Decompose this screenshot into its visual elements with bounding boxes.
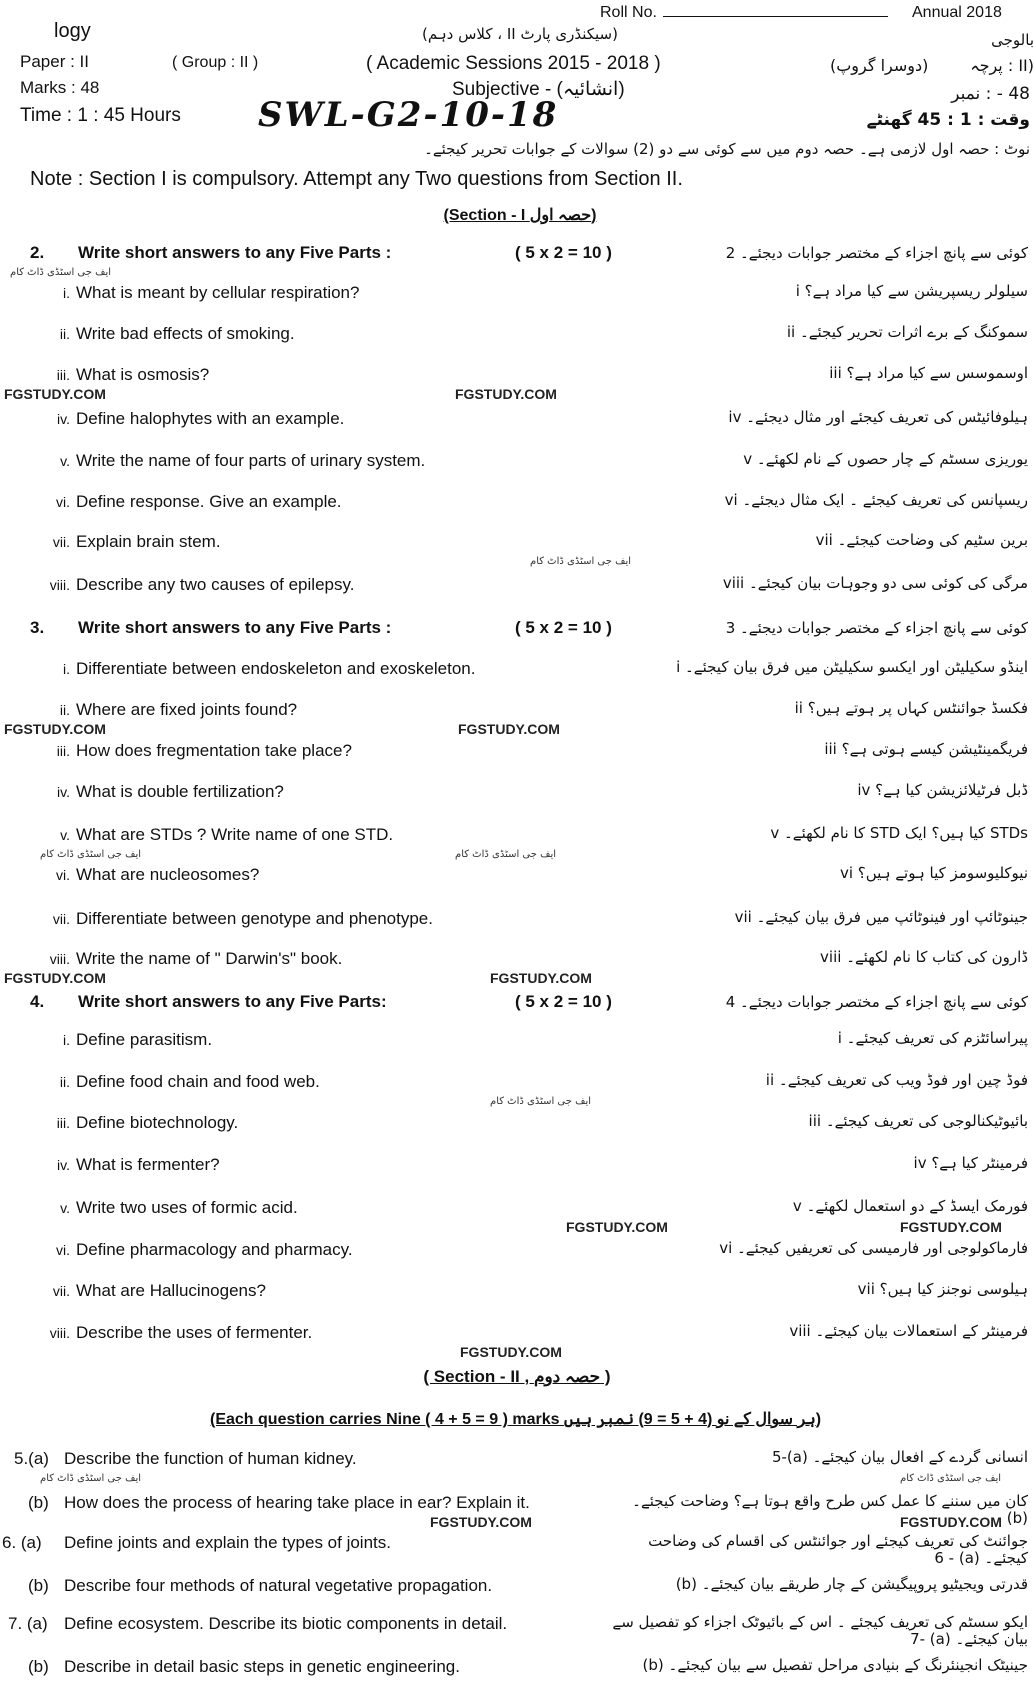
part-number: vi.: [56, 867, 70, 883]
watermark-text-ur: ایف جی اسٹڈی ڈاٹ کام: [40, 1473, 142, 1484]
part-question-ur: اینڈو سکیلیٹن اور ایکسو سکیلیٹن میں فرق بیان کیجئے۔ i: [676, 658, 1028, 676]
part-question: Write bad effects of smoking.: [76, 324, 295, 343]
question-number: 5.(a): [14, 1449, 49, 1468]
part-question-ur: فارماکولوجی اور فارمیسی کی تعریفیں کیجئے۔ vi: [719, 1239, 1028, 1257]
question-number: (b): [28, 1576, 49, 1595]
watermark-text: FGSTUDY.COM: [490, 970, 592, 986]
part-question-ur: سموکنگ کے برے اثرات تحریر کیجئے۔ ii: [786, 323, 1028, 341]
part-question: What is double fertilization?: [76, 782, 284, 801]
class-ur: (سیکنڈری پارٹ II ، کلاس دہم): [422, 25, 618, 43]
part-number: viii.: [49, 577, 70, 593]
watermark-text-ur: ایف جی اسٹڈی ڈاٹ کام: [455, 849, 557, 860]
group-ur: (دوسرا گروپ): [830, 56, 929, 75]
handwritten-code: SWL-G2-10-18: [258, 95, 559, 135]
part-question: Define biotechnology.: [76, 1113, 239, 1132]
part-question: What is osmosis?: [76, 365, 210, 384]
question-marks: ( 5 x 2 = 10 ): [515, 618, 612, 637]
part-number: i.: [63, 661, 70, 677]
part-question: Write the name of " Darwin's" book.: [76, 949, 343, 968]
part-question-ur: ڈارون کی کتاب کا نام لکھئے۔ viii: [820, 948, 1028, 966]
part-number: ii.: [59, 702, 70, 718]
part-question: What are STDs ? Write name of one STD.: [76, 825, 394, 844]
question-number: 7. (a): [8, 1614, 48, 1633]
part-question-ur: فرمینٹر کیا ہے؟ iv: [913, 1154, 1028, 1172]
question-text-ur: کان میں سننے کا عمل کس طرح واقع ہوتا ہے؟ وضاحت کیجئے۔ (b): [632, 1492, 1028, 1527]
subjective-label: Subjective - (انشائیہ): [452, 79, 625, 100]
part-question: Describe the uses of fermenter.: [76, 1323, 313, 1342]
part-question: Define parasitism.: [76, 1030, 213, 1049]
part-question-ur: فوڈ چین اور فوڈ ویب کی تعریف کیجئے۔ ii: [765, 1071, 1028, 1089]
watermark-text: FGSTUDY.COM: [566, 1219, 668, 1235]
part-question: Differentiate between genotype and phenotype.: [76, 909, 433, 928]
watermark-text: FGSTUDY.COM: [460, 1344, 562, 1360]
part-question-ur: مرگی کی کوئی سی دو وجوہات بیان کیجئے۔ viii: [722, 574, 1028, 592]
part-question: What is meant by cellular respiration?: [76, 283, 360, 302]
question-heading: Write short answers to any Five Parts :: [78, 618, 392, 637]
part-number: iv.: [57, 1157, 70, 1173]
part-question: What are nucleosomes?: [76, 865, 260, 884]
watermark-text-ur: ایف جی اسٹڈی ڈاٹ کام: [40, 849, 142, 860]
part-question-ur: جینوٹائپ اور فینوٹائپ میں فرق بیان کیجئے۔ vii: [734, 908, 1028, 926]
part-number: vi.: [56, 494, 70, 510]
watermark-text-ur: ایف جی اسٹڈی ڈاٹ کام: [10, 267, 112, 278]
part-question: Write the name of four parts of urinary system.: [76, 451, 426, 470]
part-question-ur: سیلولر ریسپریشن سے کیا مراد ہے؟ i: [795, 282, 1028, 300]
question-heading-ur: کوئی سے پانچ اجزاء کے مختصر جوابات دیجئے۔ 2: [725, 244, 1028, 262]
question-text: Describe the function of human kidney.: [64, 1449, 357, 1468]
part-question-ur: فرمینٹر کے استعمالات بیان کیجئے۔ viii: [789, 1322, 1028, 1340]
part-question-ur: ہیلوسی نوجنز کیا ہیں؟ vii: [857, 1280, 1028, 1298]
watermark-text: FGSTUDY.COM: [430, 1514, 532, 1530]
question-text: Define joints and explain the types of joints.: [64, 1533, 391, 1552]
watermark-text: FGSTUDY.COM: [4, 970, 106, 986]
part-number: ii.: [59, 1074, 70, 1090]
part-number: iii.: [56, 743, 70, 759]
watermark-text: FGSTUDY.COM: [458, 721, 560, 737]
part-question-ur: فکسڈ جوائنٹس کہاں پر ہوتے ہیں؟ ii: [794, 699, 1028, 717]
question-text-ur: قدرتی ویجیٹیو پروپیگیشن کے چار طریقے بیان کیجئے۔ (b): [675, 1575, 1028, 1593]
question-number: 3.: [30, 618, 45, 637]
part-question-ur: پیراسائٹزم کی تعریف کیجئے۔ i: [837, 1029, 1028, 1047]
question-text-ur: جوائنٹ کی تعریف کیجئے اور جوائنٹس کی اقسام کی وضاحت کیجئے۔ (a) - 6: [648, 1532, 1028, 1567]
part-question-ur: برین سٹیم کی وضاحت کیجئے۔ vii: [815, 531, 1028, 549]
part-question: What are Hallucinogens?: [76, 1281, 266, 1300]
roll-number-field: [600, 2, 894, 23]
part-question: Define response. Give an example.: [76, 492, 342, 511]
roll-label: Roll No.: [600, 4, 657, 21]
question-text: Define ecosystem. Describe its biotic components in detail.: [64, 1614, 508, 1633]
note-ur: نوٹ : حصہ اول لازمی ہے۔ حصہ دوم میں سے کوئی سے دو (2) سوالات کے جوابات تحریر کیجئے۔: [424, 140, 1030, 158]
part-question-ur: بائیوٹیکنالوجی کی تعریف کیجئے۔ iii: [808, 1112, 1028, 1130]
group-label: ( Group : II ): [172, 54, 259, 71]
part-number: ii.: [59, 326, 70, 342]
part-number: iv.: [57, 784, 70, 800]
question-text-ur: انسانی گردے کے افعال بیان کیجئے۔ (a)-5: [771, 1448, 1028, 1466]
question-text: How does the process of hearing take place in ear? Explain it.: [64, 1493, 530, 1512]
question-number: 6. (a): [2, 1533, 42, 1552]
question-heading-ur: کوئی سے پانچ اجزاء کے مختصر جوابات دیجئے۔ 3: [725, 619, 1028, 637]
marks-label: Marks : 48: [20, 78, 100, 97]
question-number: 4.: [30, 992, 45, 1011]
part-question: Write two uses of formic acid.: [76, 1198, 298, 1217]
section-2-title: ( Section - II , حصہ دوم ): [423, 1367, 611, 1386]
part-question: Differentiate between endoskeleton and exoskeleton.: [76, 659, 476, 678]
part-question: Where are fixed joints found?: [76, 700, 298, 719]
part-number: i.: [63, 1032, 70, 1048]
sessions-label: ( Academic Sessions 2015 - 2018 ): [366, 53, 661, 74]
part-question-ur: ڈبل فرٹیلائزیشن کیا ہے؟ iv: [857, 781, 1028, 799]
question-heading: Write short answers to any Five Parts :: [78, 243, 392, 262]
question-marks: ( 5 x 2 = 10 ): [515, 992, 612, 1011]
section-1-title: (Section - I حصہ اول): [443, 207, 597, 224]
part-question: Define pharmacology and pharmacy.: [76, 1240, 353, 1259]
watermark-text: FGSTUDY.COM: [900, 1219, 1002, 1235]
part-number: iii.: [56, 367, 70, 383]
watermark-text-ur: ایف جی اسٹڈی ڈاٹ کام: [900, 1473, 1002, 1484]
part-question: How does fregmentation take place?: [76, 741, 352, 760]
section-2-note: (Each question carries Nine ( 4 + 5 = 9 ) marks ہر سوال کے نو (4 + 5 = 9) نمبر ہیں): [210, 1411, 822, 1428]
part-number: v.: [60, 453, 70, 469]
question-marks: ( 5 x 2 = 10 ): [515, 243, 612, 262]
part-question: Define halophytes with an example.: [76, 409, 345, 428]
watermark-text: FGSTUDY.COM: [455, 386, 557, 402]
question-text-ur: ایکو سسٹم کی تعریف کیجئے ۔ اس کے بائیوٹک اجزاء کو تفصیل سے بیان کیجئے۔ (a) -7: [612, 1613, 1028, 1648]
part-question-ur: یوریزی سسٹم کے چار حصوں کے نام لکھئے۔ v: [743, 450, 1028, 468]
watermark-text: FGSTUDY.COM: [4, 721, 106, 737]
subject-ur: بالوجی: [991, 31, 1034, 49]
part-question-ur: ریسپانس کی تعریف کیجئے ۔ ایک مثال دیجئے۔ vi: [724, 491, 1028, 509]
time-label: Time : 1 : 45 Hours: [20, 105, 181, 126]
time-ur: وقت : 1 : 45 گھنٹے: [866, 110, 1030, 130]
question-number: (b): [28, 1657, 49, 1676]
annual-label: Annual 2018: [912, 4, 1002, 21]
part-question-ur: ہیلوفائیٹس کی تعریف کیجئے اور مثال دیجئے۔ iv: [728, 408, 1028, 426]
note-en: Note : Section I is compulsory. Attempt any Two questions from Section II.: [30, 168, 683, 190]
part-number: i.: [63, 285, 70, 301]
part-number: v.: [60, 827, 70, 843]
marks-ur: 48 - : نمبر: [951, 84, 1030, 104]
question-text-ur: جینیٹک انجینئرنگ کے بنیادی مراحل تفصیل سے بیان کیجئے۔ (b): [642, 1656, 1028, 1674]
part-question-ur: STDs کیا ہیں؟ ایک STD کا نام لکھئے۔ v: [770, 824, 1028, 842]
question-text: Describe four methods of natural vegetative propagation.: [64, 1576, 493, 1595]
part-question-ur: اوسموسس سے کیا مراد ہے؟ iii: [829, 364, 1028, 382]
part-number: viii.: [49, 951, 70, 967]
question-number: (b): [28, 1493, 49, 1512]
subject-en: logy: [54, 20, 91, 42]
question-heading-ur: کوئی سے پانچ اجزاء کے مختصر جوابات دیجئے۔ 4: [725, 993, 1028, 1011]
watermark-text: FGSTUDY.COM: [900, 1514, 1002, 1530]
watermark-text-ur: ایف جی اسٹڈی ڈاٹ کام: [530, 556, 632, 567]
question-text: Describe in detail basic steps in genetic engineering.: [64, 1657, 460, 1676]
paper-ur: (II : پرچہ: [970, 56, 1034, 75]
watermark-text-ur: ایف جی اسٹڈی ڈاٹ کام: [490, 1096, 592, 1107]
part-question-ur: نیوکلیوسومز کیا ہوتے ہیں؟ vi: [839, 864, 1028, 882]
part-number: viii.: [49, 1325, 70, 1341]
part-question: What is fermenter?: [76, 1155, 220, 1174]
part-number: vii.: [52, 1283, 70, 1299]
question-number: 2.: [30, 243, 45, 262]
part-number: v.: [60, 1200, 70, 1216]
question-heading: Write short answers to any Five Parts:: [78, 992, 387, 1011]
part-number: vii.: [52, 911, 70, 927]
part-question-ur: فورمک ایسڈ کے دو استعمال لکھئے۔ v: [792, 1197, 1028, 1215]
part-number: vi.: [56, 1242, 70, 1258]
watermark-text: FGSTUDY.COM: [4, 386, 106, 402]
part-question-ur: فریگمینٹیشن کیسے ہوتی ہے؟ iii: [824, 740, 1028, 758]
part-number: vii.: [52, 534, 70, 550]
part-number: iii.: [56, 1115, 70, 1131]
part-question: Explain brain stem.: [76, 532, 221, 551]
part-question: Define food chain and food web.: [76, 1072, 320, 1091]
part-question: Describe any two causes of epilepsy.: [76, 575, 355, 594]
paper-label: Paper : II: [20, 52, 89, 71]
part-number: iv.: [57, 411, 70, 427]
roll-number-blank: [663, 2, 888, 17]
